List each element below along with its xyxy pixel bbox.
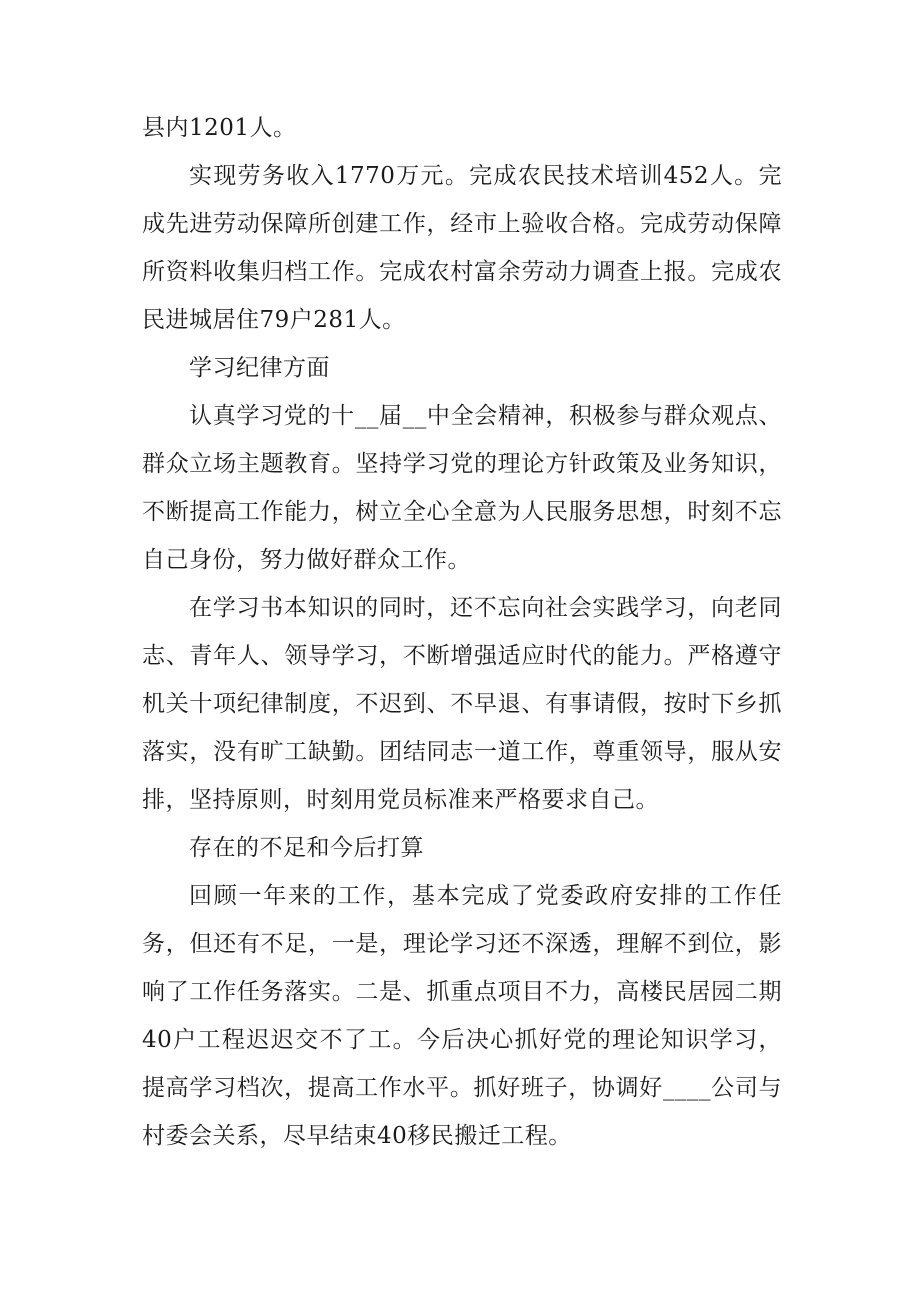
paragraph-7: 回顾一年来的工作，基本完成了党委政府安排的工作任务，但还有不足，一是，理论学习还不深透，理解不到位，影响了工作任务落实。二是、抓重点项目不力，高楼民居园二期40户工程迟迟交不了工。今后决心抓好党的理论知识学习，提高学习档次，提高工作水平。抓好班子，协调好____公司与村委会关系，尽早结束40移民搬迁工程。 (142, 883, 782, 1149)
paragraph-4: 认真学习党的十__届__中全会精神，积极参与群众观点、群众立场主题教育。坚持学习党的理论方针政策及业务知识，不断提高工作能力，树立全心全意为人民服务思想，时刻不忘自己身份，努力做好群众工作。 (142, 403, 782, 573)
section-heading-shortcomings-plans: 存在的不足和今后打算 (189, 835, 424, 861)
document-page (142, 104, 782, 1160)
paragraph-2: 实现劳务收入1770万元。完成农民技术培训452人。完成先进劳动保障所创建工作，经市上验收合格。完成劳动保障所资料收集归档工作。完成农村富余劳动力调查上报。完成农民进城居住79户281人。 (142, 163, 782, 333)
paragraph-5: 在学习书本知识的同时，还不忘向社会实践学习，向老同志、青年人、领导学习，不断增强适应时代的能力。严格遵守机关十项纪律制度，不迟到、不早退、有事请假，按时下乡抓落实，没有旷工缺勤。团结同志一道工作，尊重领导，服从安排，坚持原则，时刻用党员标准来严格要求自己。 (142, 595, 782, 813)
section-heading-study-discipline: 学习纪律方面 (189, 355, 330, 381)
paragraph-1: 县内1201人。 (142, 115, 297, 141)
